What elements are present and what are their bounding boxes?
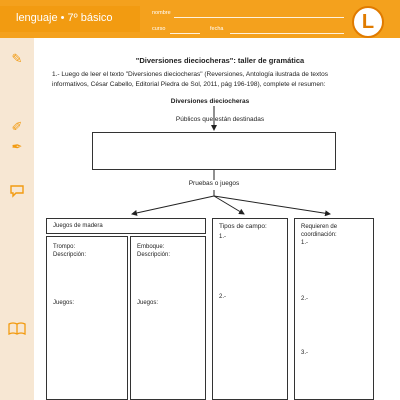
trompo-games-label: Juegos: [53, 300, 75, 306]
wood-games-header: Juegos de madera [53, 223, 103, 229]
summary-box[interactable] [92, 132, 336, 170]
subtopic-label: Públicos que están destinadas [175, 116, 265, 123]
field-games-box[interactable] [212, 218, 288, 400]
arrow-to-wood-games [132, 196, 214, 214]
skill-games-box[interactable] [294, 218, 374, 400]
emboque-label: Emboque: Descripción: [137, 244, 171, 258]
field-games-item-2: 2.- [219, 294, 227, 300]
pencil-icon: ✎ [11, 51, 23, 66]
topic-label: Diversiones dieciocheras [170, 98, 250, 105]
branch-label: Pruebas o juegos [188, 180, 240, 187]
arrow-to-skill-games [214, 196, 330, 214]
skill-games-item-3: 3.- [301, 350, 309, 356]
skill-games-item-1: 1.- [301, 240, 309, 246]
wood-games-header-box [46, 218, 206, 234]
field-games-header: Tipos de campo: [219, 223, 267, 230]
worksheet-title: "Diversiones dieciocheras": taller de gramática [135, 56, 305, 65]
field-games-item-1: 1.- [219, 234, 227, 240]
skill-games-header: Requieren de coordinación: [301, 224, 338, 238]
emboque-games-label: Juegos: [137, 300, 159, 306]
subject-label: lenguaje • 7º básico [16, 12, 113, 24]
name-label: nombre [152, 10, 171, 16]
badge-letter: L [361, 11, 375, 33]
skill-games-item-2: 2.- [301, 296, 309, 302]
date-label: fecha [210, 26, 224, 32]
instruction-text: 1.- Luego de leer el texto "Diversiones dieciocheras" (Reversiones, Antología ilustrada de textos informativos, César Cabello, Editorial Piedra de Sol, 2011, pág 196-198), complete el resumen: [52, 71, 328, 88]
trompo-label: Trompo: Descripción: [53, 244, 87, 258]
course-label: curso [152, 26, 166, 32]
feather-icon: ✐ [11, 119, 23, 134]
quill-icon: ✒ [11, 139, 23, 154]
trompo-box[interactable] [46, 236, 128, 400]
emboque-box[interactable] [130, 236, 206, 400]
